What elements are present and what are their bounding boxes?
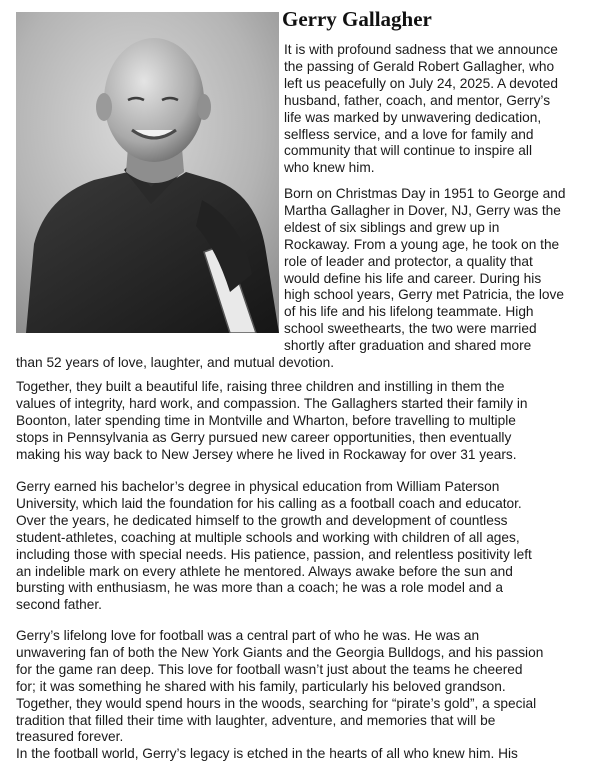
text-line: treasured forever. bbox=[16, 729, 124, 745]
text-line: bursting with enthusiasm, he was more than a coach; he was a role model and a bbox=[16, 580, 503, 596]
text-line: Born on Christmas Day in 1951 to George and bbox=[284, 186, 566, 201]
text-line: tradition that filled their time with laughter, adventure, and memories that will be bbox=[16, 712, 496, 728]
text-line: making his way back to New Jersey where he lived in Rockaway for over 31 years. bbox=[16, 446, 517, 462]
portrait-photo bbox=[16, 12, 279, 333]
text-line: community that will continue to inspire all bbox=[284, 143, 533, 159]
text-line: husband, father, coach, and mentor, Gerry’s bbox=[284, 92, 551, 108]
text-line: second father. bbox=[16, 597, 102, 613]
text-line: Gerry’s lifelong love for football was a central part of who he was. He was an bbox=[16, 628, 480, 643]
text-line: Boonton, later spending time in Montville and Wharton, before travelling to multiple bbox=[16, 412, 516, 428]
text-line: for the game ran deep. This love for football wasn’t just about the teams he cheered bbox=[16, 661, 523, 677]
text-line: school sweethearts, the two were married bbox=[284, 321, 537, 337]
text-line: would define his life and career. During his bbox=[284, 270, 542, 286]
text-line: student-athletes, coaching at multiple schools and working with children of all ages, bbox=[16, 529, 520, 545]
text-line: Together, they would spend hours in the woods, searching for “pirate’s gold”, a special bbox=[16, 695, 537, 711]
text-line: left us peacefully on July 24, 2025. A devoted bbox=[284, 75, 558, 91]
text-line: Gerry earned his bachelor’s degree in physical education from William Paterson bbox=[16, 479, 500, 494]
text-line: who knew him. bbox=[284, 160, 375, 176]
text-line: unwavering fan of both the New York Giants and the Georgia Bulldogs, and his passion bbox=[16, 644, 544, 660]
text-line: life was marked by unwavering dedication, bbox=[284, 109, 542, 125]
text-line: In the football world, Gerry’s legacy is etched in the hearts of all who knew him. His bbox=[16, 746, 518, 761]
text-line: of his life and his lifelong teammate. High bbox=[284, 304, 534, 320]
text-line: including those with special needs. His patience, passion, and relentless positivity left bbox=[16, 546, 532, 562]
text-line: selfless service, and a love for family and bbox=[284, 126, 534, 142]
text-line: Rockaway. From a young age, he took on the bbox=[284, 236, 560, 252]
text-line: role of leader and protector, a quality that bbox=[284, 253, 533, 269]
text-line: for; it was something he shared with his family, particularly his beloved grandson. bbox=[16, 678, 506, 694]
text-line: values of integrity, hard work, and compassion. The Gallaghers started their family in bbox=[16, 395, 528, 411]
text-line: It is with profound sadness that we announce bbox=[284, 42, 558, 57]
text-line: than 52 years of love, laughter, and mutual devotion. bbox=[16, 355, 335, 370]
obituary-title: Gerry Gallagher bbox=[282, 7, 432, 31]
portrait-photo-icon bbox=[16, 12, 279, 333]
text-line: stops in Pennsylvania as Gerry pursued new career opportunities, then eventually bbox=[16, 429, 512, 445]
text-line: an indelible mark on every athlete he mentored. Always awake before the sun and bbox=[16, 563, 513, 579]
text-line: Martha Gallagher in Dover, NJ, Gerry was the bbox=[284, 202, 561, 218]
text-line: shortly after graduation and shared more bbox=[284, 338, 532, 354]
text-line: high school years, Gerry met Patricia, the love bbox=[284, 287, 564, 303]
text-line: University, which laid the foundation for his calling as a football coach and educator. bbox=[16, 495, 522, 511]
text-line: Together, they built a beautiful life, raising three children and instilling in them the bbox=[16, 379, 505, 394]
text-line: eldest of six siblings and grew up in bbox=[284, 219, 500, 235]
text-line: the passing of Gerald Robert Gallagher, who bbox=[284, 58, 555, 74]
text-line: Over the years, he dedicated himself to the growth and development of countless bbox=[16, 512, 508, 528]
